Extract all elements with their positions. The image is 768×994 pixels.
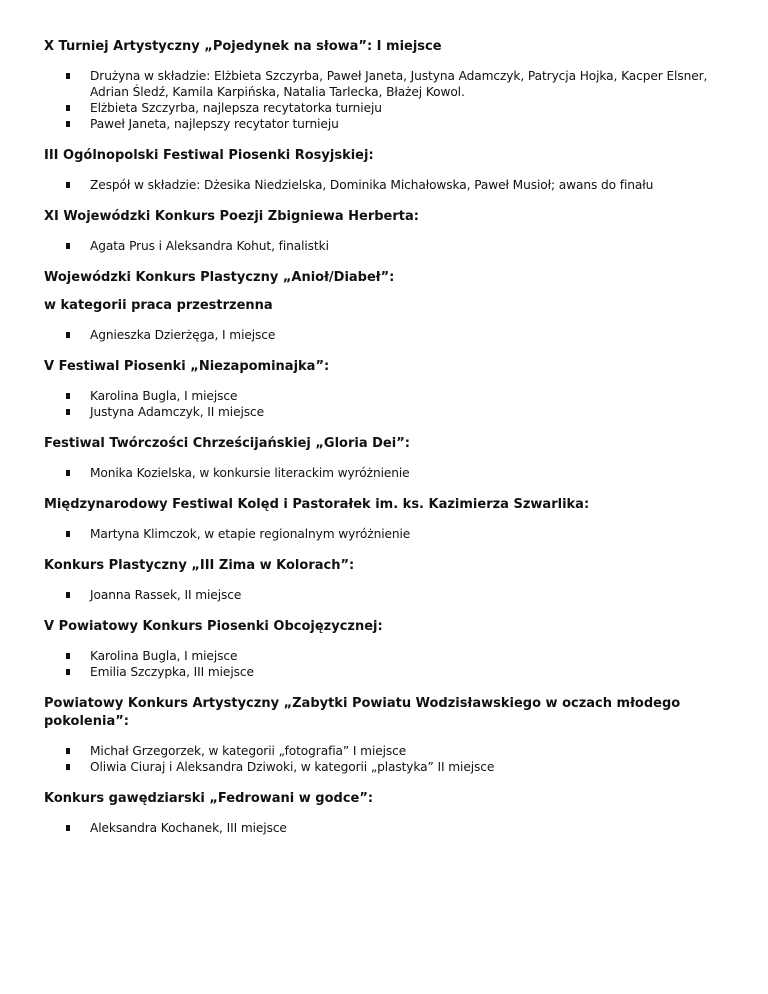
section-title: III Ogólnopolski Festiwal Piosenki Rosyjskiej: [44, 148, 374, 163]
award-section [44, 618, 734, 680]
section-title: Konkurs Plastyczny „III Zima w Kolorach”: [44, 558, 355, 573]
section-title: Wojewódzki Konkurs Plastyczny „Anioł/Diabeł”: [44, 270, 395, 285]
list-item [44, 177, 734, 193]
bullet-icon [66, 393, 70, 399]
list-item [44, 404, 734, 420]
list-item-text: Emilia Szczypka, III miejsce [90, 665, 254, 679]
bullet-icon [66, 182, 70, 188]
document-body [44, 38, 734, 851]
award-section [44, 695, 734, 775]
award-section [44, 269, 734, 343]
list-item [44, 587, 734, 603]
section-title: V Festiwal Piosenki „Niezapominajka”: [44, 359, 330, 374]
list-item-text: Agnieszka Dzierżęga, I miejsce [90, 328, 276, 342]
bullet-icon [66, 73, 70, 79]
award-list [44, 177, 734, 193]
award-list [44, 526, 734, 542]
award-list [44, 820, 734, 836]
bullet-icon [66, 669, 70, 675]
section-title: V Powiatowy Konkurs Piosenki Obcojęzycznej: [44, 619, 383, 634]
list-item [44, 743, 734, 759]
list-item [44, 100, 734, 116]
list-item [44, 648, 734, 664]
section-title: Powiatowy Konkurs Artystyczny „Zabytki Powiatu Wodzisławskiego w oczach młodego pokolenia”: [44, 696, 681, 729]
bullet-icon [66, 748, 70, 754]
award-section [44, 435, 734, 481]
list-item-text: Drużyna w składzie: Elżbieta Szczyrba, Paweł Janeta, Justyna Adamczyk, Patrycja Hojka, Kacper Elsner, Adrian Śledź, Kamila Karpińska, Natalia Tarlecka, Błażej Kowol. [90, 69, 708, 99]
list-item [44, 388, 734, 404]
award-list [44, 648, 734, 680]
award-list [44, 68, 734, 132]
list-item [44, 68, 734, 100]
list-item-text: Agata Prus i Aleksandra Kohut, finalistki [90, 239, 329, 253]
award-list [44, 327, 734, 343]
list-item [44, 526, 734, 542]
award-section [44, 496, 734, 542]
award-list [44, 388, 734, 420]
award-list [44, 238, 734, 254]
list-item-text: Zespół w składzie: Dżesika Niedzielska, Dominika Michałowska, Paweł Musioł; awans do finału [90, 178, 654, 192]
list-item [44, 465, 734, 481]
list-item-text: Justyna Adamczyk, II miejsce [90, 405, 264, 419]
section-title: X Turniej Artystyczny „Pojedynek na słowa”: I miejsce [44, 39, 442, 54]
award-list [44, 587, 734, 603]
list-item [44, 820, 734, 836]
section-title: Konkurs gawędziarski „Fedrowani w godce”: [44, 791, 374, 806]
list-item [44, 116, 734, 132]
award-section [44, 557, 734, 603]
list-item-text: Monika Kozielska, w konkursie literackim wyróżnienie [90, 466, 410, 480]
award-list [44, 465, 734, 481]
list-item-text: Karolina Bugla, I miejsce [90, 389, 238, 403]
bullet-icon [66, 121, 70, 127]
list-item [44, 327, 734, 343]
award-section [44, 358, 734, 420]
list-item-text: Joanna Rassek, II miejsce [90, 588, 242, 602]
list-item-text: Paweł Janeta, najlepszy recytator turnieju [90, 117, 339, 131]
list-item-text: Martyna Klimczok, w etapie regionalnym wyróżnienie [90, 527, 411, 541]
award-section [44, 38, 734, 132]
list-item-text: Michał Grzegorzek, w kategorii „fotografia” I miejsce [90, 744, 407, 758]
section-title: XI Wojewódzki Konkurs Poezji Zbigniewa Herberta: [44, 209, 419, 224]
award-section [44, 147, 734, 193]
award-section [44, 790, 734, 836]
bullet-icon [66, 592, 70, 598]
bullet-icon [66, 332, 70, 338]
bullet-icon [66, 105, 70, 111]
list-item-text: Karolina Bugla, I miejsce [90, 649, 238, 663]
bullet-icon [66, 825, 70, 831]
list-item-text: Aleksandra Kochanek, III miejsce [90, 821, 287, 835]
bullet-icon [66, 243, 70, 249]
section-title: Międzynarodowy Festiwal Kolęd i Pastorałek im. ks. Kazimierza Szwarlika: [44, 497, 590, 512]
bullet-icon [66, 531, 70, 537]
bullet-icon [66, 653, 70, 659]
list-item-text: Oliwia Ciuraj i Aleksandra Dziwoki, w kategorii „plastyka” II miejsce [90, 760, 495, 774]
award-list [44, 743, 734, 775]
section-subtitle: w kategorii praca przestrzenna [44, 298, 273, 313]
award-section [44, 208, 734, 254]
list-item [44, 759, 734, 775]
bullet-icon [66, 409, 70, 415]
bullet-icon [66, 470, 70, 476]
bullet-icon [66, 764, 70, 770]
section-title: Festiwal Twórczości Chrześcijańskiej „Gloria Dei”: [44, 436, 410, 451]
list-item [44, 238, 734, 254]
list-item-text: Elżbieta Szczyrba, najlepsza recytatorka turnieju [90, 101, 382, 115]
list-item [44, 664, 734, 680]
